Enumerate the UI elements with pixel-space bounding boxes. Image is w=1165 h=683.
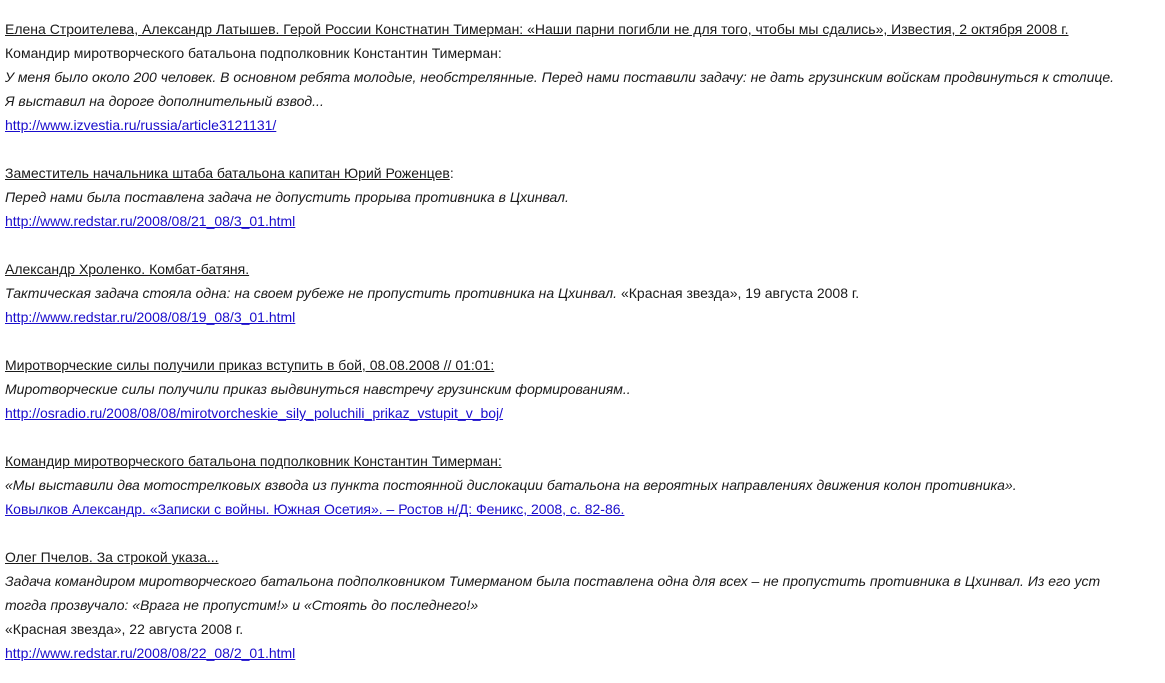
entry-5-quote: «Мы выставили два мотострелковых взвода из пункта постоянной дислокации батальона на вероятных направлениях движения колон противника». bbox=[5, 477, 1017, 493]
entry-6-heading: Олег Пчелов. За строкой указа... bbox=[5, 549, 219, 565]
entry-3-link[interactable]: http://www.redstar.ru/2008/08/19_08/3_01.html bbox=[5, 309, 296, 325]
entry-4-quote: Миротворческие силы получили приказ выдвинуться навстречу грузинским формированиям.. bbox=[5, 381, 631, 397]
spacer bbox=[5, 233, 1160, 257]
spacer bbox=[5, 425, 1160, 449]
entry-2-heading-colon: : bbox=[449, 165, 454, 181]
entry-3-quote-line bbox=[5, 281, 1160, 305]
entry-1-subheading: Командир миротворческого батальона подполковник Константин Тимерман: bbox=[5, 45, 502, 61]
entry-6-source: «Красная звезда», 22 августа 2008 г. bbox=[5, 621, 244, 637]
spacer bbox=[5, 329, 1160, 353]
entry-2-quote: Перед нами была поставлена задача не допустить прорыва противника в Цхинвал. bbox=[5, 189, 569, 205]
entry-1-quote-line-1: У меня было около 200 человек. В основном ребята молодые, необстрелянные. Перед нами поставили задачу: не дать грузинским войскам продвинуться к столице. bbox=[5, 69, 1115, 85]
entry-5-heading: Командир миротворческого батальона подполковник Константин Тимерман: bbox=[5, 453, 502, 469]
spacer bbox=[5, 521, 1160, 545]
entry-3-heading: Александр Хроленко. Комбат-батяня. bbox=[5, 261, 250, 277]
entry-4-heading: Миротворческие силы получили приказ вступить в бой, 08.08.2008 // 01:01: bbox=[5, 357, 495, 373]
entry-4-link[interactable]: http://osradio.ru/2008/08/08/mirotvorcheskie_sily_poluchili_prikaz_vstupit_v_boj/ bbox=[5, 405, 504, 421]
entry-6-link[interactable]: http://www.redstar.ru/2008/08/22_08/2_01.html bbox=[5, 645, 296, 661]
entry-3-quote: Тактическая задача стояла одна: на своем рубеже не пропустить противника на Цхинвал. bbox=[5, 285, 618, 301]
entry-5-link[interactable]: Ковылков Александр. «Записки с войны. Южная Осетия». – Ростов н/Д: Феникс, 2008, с. 82-86. bbox=[5, 501, 625, 517]
entry-1-link[interactable]: http://www.izvestia.ru/russia/article3121131/ bbox=[5, 117, 277, 133]
entry-6-quote-line-2: тогда прозвучало: «Врага не пропустим!» и «Стоять до последнего!» bbox=[5, 597, 479, 613]
entry-1-quote-line-2: Я выставил на дороге дополнительный взвод... bbox=[5, 93, 324, 109]
entry-6-quote-line-1: Задача командиром миротворческого батальона подполковником Тимерманом была поставлена одна для всех – не пропустить противника в Цхинвал. Из его уст bbox=[5, 573, 1101, 589]
entry-3-source: «Красная звезда», 19 августа 2008 г. bbox=[617, 285, 860, 301]
entry-2-link[interactable]: http://www.redstar.ru/2008/08/21_08/3_01.html bbox=[5, 213, 296, 229]
entry-1-heading: Елена Строителева, Александр Латышев. Герой России Констнатин Тимерман: «Наши парни погибли не для того, чтобы мы сдались», Известия, 2 октября 2008 г. bbox=[5, 21, 1069, 37]
spacer bbox=[5, 137, 1160, 161]
entry-2-heading-text: Заместитель начальника штаба батальона капитан Юрий Роженцев bbox=[5, 165, 450, 181]
entry-2-heading bbox=[5, 161, 1160, 185]
